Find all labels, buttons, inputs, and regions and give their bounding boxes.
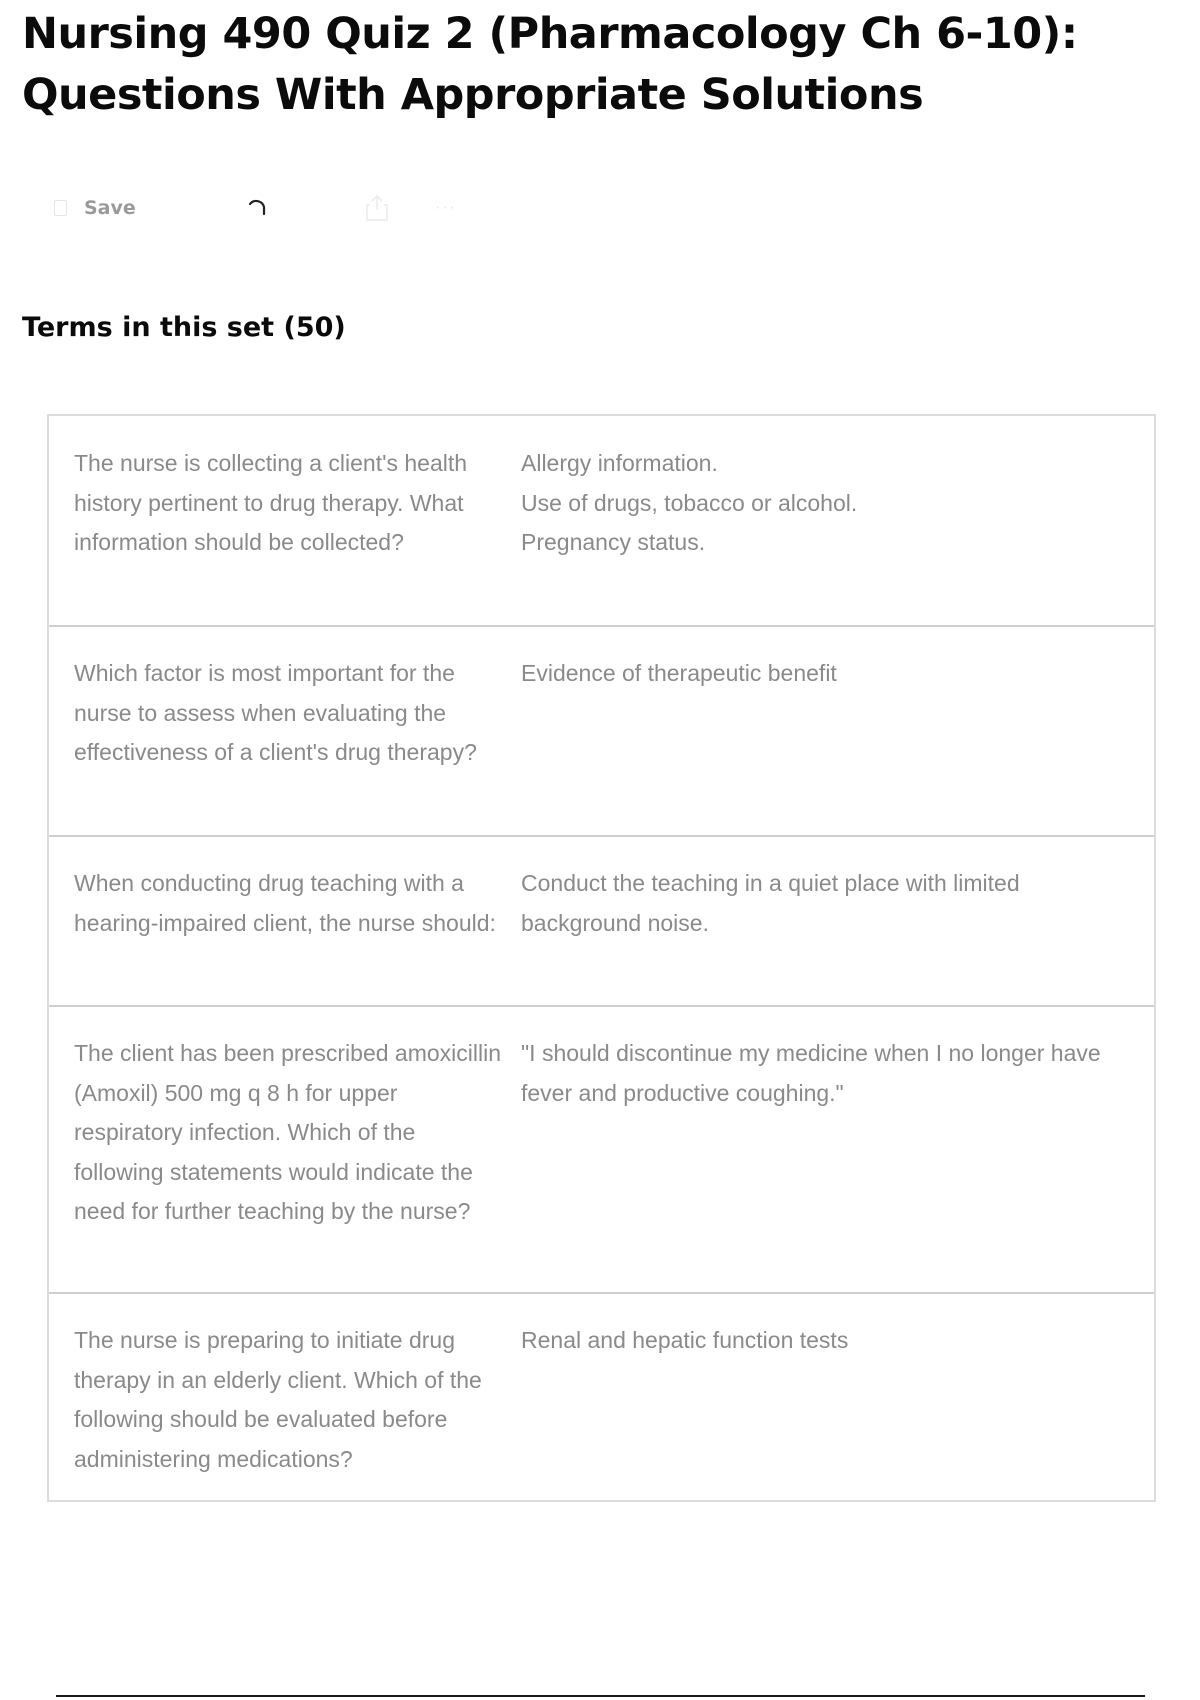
save-button[interactable]: [54, 192, 136, 224]
save-label: Save: [84, 197, 136, 219]
term-row: [49, 1292, 1154, 1500]
term-answer: [521, 654, 1154, 835]
term-row: [49, 416, 1154, 625]
term-question: The nurse is collecting a client's health history pertinent to drug therapy. What information should be collected?: [74, 450, 468, 555]
answer-line: "I should discontinue my medicine when I no longer have fever and productive coughing.": [521, 1040, 1101, 1106]
terms-heading: Terms in this set (50): [22, 312, 346, 343]
answer-line: Pregnancy status.: [521, 529, 706, 555]
term-answer: [521, 444, 1154, 625]
terms-list: [47, 414, 1156, 1502]
page-title: Nursing 490 Quiz 2 (Pharmacology Ch 6-10): Questions With Appropriate Solutions: [22, 9, 1078, 120]
set-toolbar: [54, 192, 484, 224]
loading-spinner-icon: [244, 192, 270, 224]
term-row: [49, 835, 1154, 1005]
term-row: [49, 625, 1154, 835]
answer-line: Allergy information.: [521, 450, 718, 476]
term-row: [49, 1005, 1154, 1292]
bookmark-icon: [54, 200, 67, 216]
answer-line: Conduct the teaching in a quiet place with limited background noise.: [521, 870, 1020, 936]
share-icon: [364, 193, 390, 223]
share-button[interactable]: [364, 192, 390, 224]
term-question: Which factor is most important for the nurse to assess when evaluating the effectiveness of a client's drug therapy?: [74, 660, 477, 765]
term-question: The nurse is preparing to initiate drug therapy in an elderly client. Which of the following should be evaluated before administering medications?: [74, 1327, 482, 1472]
term-answer: [521, 864, 1154, 1005]
term-question: When conducting drug teaching with a hearing-impaired client, the nurse should:: [74, 870, 496, 936]
term-question: The client has been prescribed amoxicillin (Amoxil) 500 mg q 8 h for upper respiratory infection. Which of the following statements would indicate the need for further teaching by the nurse?: [74, 1040, 501, 1224]
term-answer: [521, 1321, 1154, 1500]
answer-line: Renal and hepatic function tests: [521, 1327, 849, 1353]
page-divider: [56, 1695, 1145, 1697]
answer-line: Evidence of therapeutic benefit: [521, 660, 837, 686]
more-icon: ···: [435, 199, 457, 216]
answer-line: Use of drugs, tobacco or alcohol.: [521, 489, 858, 516]
more-button[interactable]: [435, 192, 457, 224]
term-answer: [521, 1034, 1154, 1292]
